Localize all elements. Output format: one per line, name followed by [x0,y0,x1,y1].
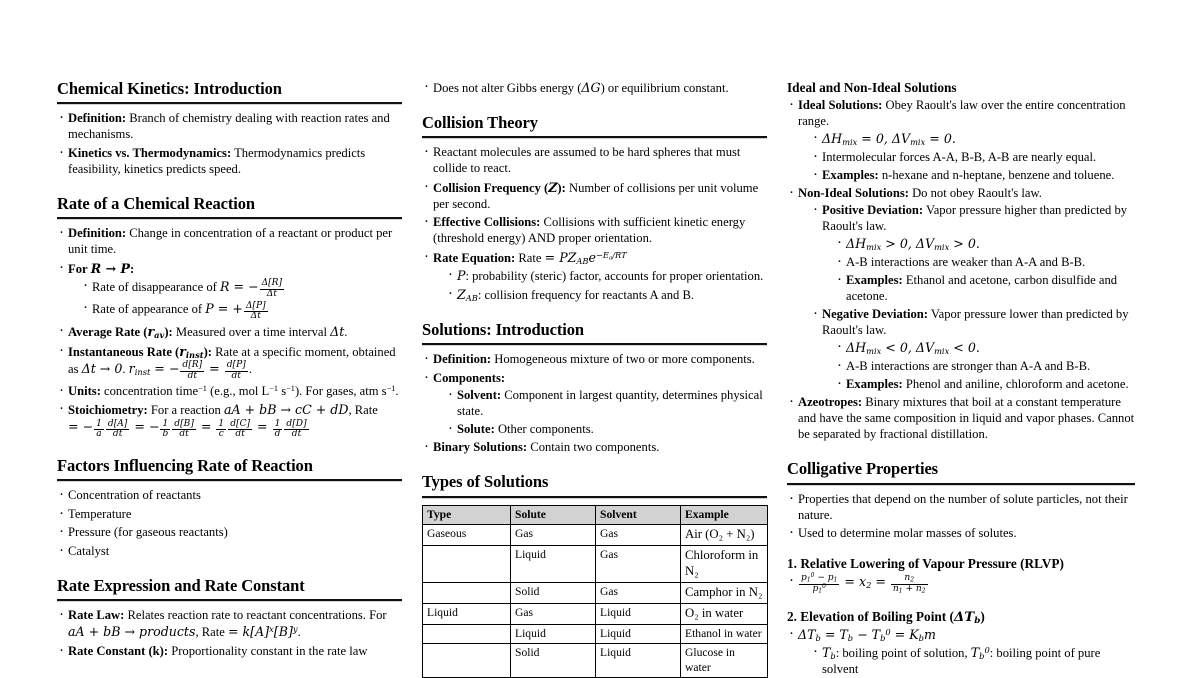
math-rlvp-formula: · $\frac{p_1^0 - p_1}{p_1^0}$ = $x_2$ = $\frac{n_2}{n_1 + n_2}$ [801,572,926,595]
subsection-heading-rlvp [787,556,1135,572]
cell-type [423,644,511,678]
item-text: : probability (steric) factor, accounts for proper orientation. [465,268,764,283]
cell-solute: Solid [511,644,596,678]
list-chemical-kinetics-introduction [57,111,402,177]
math-r-to-p: R → P [90,260,131,276]
list-rate-of-reaction [57,226,402,439]
item-period: . [297,625,301,640]
list-item [422,440,767,456]
list-item [57,111,402,143]
list-item [57,402,402,440]
math-rate-disappearance: R = − $\frac{\Delta[R]}{\Delta t}$ [219,278,283,299]
math-tb0-symbol: $T_b^0$ [970,645,990,662]
cell-solvent: Gas [596,525,681,546]
cell-solvent: Gas [596,546,681,583]
list-item [446,422,767,438]
cell-solute: Gas [511,525,596,546]
item-label: Negative Deviation: [822,307,928,321]
item-text: Does not alter Gibbs energy ( [433,81,582,95]
heading-rule [57,102,402,105]
item-text: Phenol and aniline, chloroform and acetone. [905,376,1129,391]
item-text: Obey Raoult's law over the entire concentration range. [798,97,1126,128]
section-heading-types-of-solutions: Types of Solutions [422,472,549,492]
math-rate-law-reaction: aA + bB → products [68,624,196,640]
sublist-negative-deviation [835,340,1135,393]
list-item [57,146,402,178]
list-item: · A-B interactions are stronger than A-A and B-B. [835,359,1135,375]
math-delta-g: ΔG [581,80,601,95]
item-text-2: ) or equilibrium constant. [600,81,729,95]
heading-rule [787,483,1135,486]
column-1 [57,79,402,658]
cell-example: O₂ in water [681,603,768,624]
cell-example: Camphor in N₂ [681,583,768,604]
item-text: Component in largest quantity, determines physical state. [457,387,763,418]
item-text: Do not obey Raoult's law. [912,186,1042,201]
sublist-ideal-properties [811,131,1135,184]
cell-type [423,546,511,583]
list-ideal-non-ideal [787,98,1135,444]
list-item [422,215,767,247]
subsection-title: Relative Lowering of Vapour Pressure (RLVP) [800,556,1064,572]
table-row [423,644,768,678]
types-of-solutions-table [422,505,768,678]
list-item [57,324,402,341]
list-item [787,98,1135,184]
section-heading-colligative-properties: Colligative Properties [787,459,938,479]
cell-solvent: Gas [596,583,681,604]
list-rate-expression [57,608,402,659]
math-p-symbol: P [457,267,466,283]
item-label: Definition: [433,352,492,367]
column-header-example: Example [681,505,768,524]
section-heading-collision-theory: Collision Theory [422,112,538,132]
item-label: Average Rate $(r_{av})$: [68,324,173,341]
list-item: · Reactant molecules are assumed to be hard spheres that must collide to react. [422,145,767,177]
item-label: Components: [433,370,506,385]
list-collision-theory [422,145,767,303]
item-label: Kinetics vs. Thermodynamics: [68,145,232,160]
item-label: Ideal Solutions: [798,97,883,112]
item-label: Positive Deviation: [822,203,924,218]
list-item [811,645,1135,678]
list-item [57,384,402,400]
table-row [423,583,768,604]
cell-solute: Liquid [511,546,596,583]
list-item [422,371,767,438]
math-ideal-mixing: $\Delta H_{mix} = 0$, $\Delta V_{mix} = 0$. [822,130,956,147]
item-text: Proportionality constant in the rate law [171,643,368,658]
list-item: · Pressure (for gaseous reactants) [57,525,402,541]
cell-example: Air (O₂ + N₂) [681,525,768,546]
list-item: · Used to determine molar masses of solutes. [787,526,1135,542]
item-text: : collision frequency for reactants A and B. [477,287,694,302]
section-heading-solutions-introduction: Solutions: Introduction [422,319,584,339]
list-item [787,627,1135,678]
math-positive-deviation: $\Delta H_{mix} > 0$, $\Delta V_{mix} > 0$. [846,236,980,253]
list-solutions-introduction [422,352,767,456]
item-text: Contain two components. [530,440,660,455]
item-text: Vapor pressure higher than predicted by Raoult's law. [822,203,1128,234]
cell-example: Chloroform in N₂ [681,546,768,583]
column-header-solvent: Solvent [596,505,681,524]
list-item: · Intermolecular forces A-A, B-B, A-B are nearly equal. [811,150,1135,166]
list-item [422,352,767,368]
table-row [423,624,768,643]
item-label: Rate Equation: [433,250,516,265]
item-label: Units: [68,383,101,398]
item-text: Binary mixtures that boil at a constant temperature and have the same composition in liquid and vapor phases. Cannot be separated by fractional distillation. [798,395,1135,442]
item-label: Azeotropes: [798,395,863,410]
item-label: Binary Solutions: [433,440,528,455]
cell-solvent: Liquid [596,624,681,643]
item-text: Rate of appearance of [92,302,203,317]
cell-solvent: Liquid [596,644,681,678]
section-heading-chemical-kinetics-introduction: Chemical Kinetics: Introduction [57,79,282,98]
list-item [57,226,402,258]
table-row [423,603,768,624]
item-label: Collision Frequency (Z): [433,179,566,195]
item-label: Definition: [68,111,127,126]
item-text: Ethanol and acetone, carbon disulfide and acetone. [846,273,1118,304]
item-text: n-hexane and n-heptane, benzene and toluene. [881,167,1115,182]
list-item [787,574,1135,595]
cell-solute: Solid [511,583,596,604]
list-item [446,268,767,285]
list-carryover-catalyst [422,80,767,97]
item-text: Branch of chemistry dealing with reaction rates and mechanisms. [68,111,390,142]
math-rate-appearance: P = + $\frac{\Delta[P]}{\Delta t}$ [205,300,266,322]
sublist-deviations [811,203,1135,393]
list-item [57,608,402,641]
math-stoich-reaction: aA + bB → cC + dD [224,402,349,418]
item-label: Instantaneous Rate $(r_{inst})$: [68,343,212,360]
item-text: For a reaction [150,403,221,418]
list-item [422,80,767,97]
column-3 [787,80,1135,677]
list-item [811,131,1135,148]
item-text: Vapor pressure lower than predicted by Raoult's law. [822,307,1129,337]
heading-rule [57,479,402,482]
list-item [57,261,402,322]
column-2 [422,80,767,674]
list-item [835,273,1135,305]
cell-type: Gaseous [423,525,511,546]
item-text: Rate at a specific moment, obtained as Δt → 0. $r_{inst}$ = − $\frac{d[R]}{dt}$ = $\frac{d[P]}{dt}$ . [68,344,396,381]
list-item [811,307,1135,393]
list-item [422,250,767,304]
cell-solute: Liquid [511,624,596,643]
subsection-heading-elevation-boiling-point: 2. Elevation of Boiling Point $(\Delta T_b)$ [787,608,985,626]
list-item [57,644,402,660]
list-item: · Concentration of reactants [57,488,402,504]
heading-rule [422,136,767,139]
list-item [57,344,402,382]
list-item [446,388,767,420]
item-label: Effective Collisions: [433,215,541,230]
item-label: Examples: [822,167,879,182]
list-item [446,287,767,304]
list-rlvp [787,574,1135,595]
item-label: Solvent: [457,387,502,402]
item-label: Non-Ideal Solutions: [798,186,909,201]
cell-type [423,624,511,643]
list-item [811,203,1135,305]
list-item: · Catalyst [57,544,402,560]
item-label: Solute: [457,421,495,436]
list-item [835,340,1135,357]
list-elevation-boiling-point [787,627,1135,678]
list-item [835,236,1135,253]
list-item: · Properties that depend on the number of solute particles, not their nature. [787,492,1135,524]
sublist-rates [81,279,402,322]
math-tb-symbol: $T_b$ [822,645,836,662]
list-item [787,395,1135,443]
cell-solute: Gas [511,603,596,624]
item-text: Rate [518,250,542,265]
item-label: Rate Constant (k): [68,643,169,658]
item-text-2: , Rate [195,625,225,640]
section-heading-rate-expression: Rate Expression and Rate Constant [57,575,305,595]
item-text: concentration time$^{-1}$ (e.g., mol $L^{-1}$ $s^{-1}$). For gases, atm $s^{-1}$. [104,383,399,398]
item-text: Rate of disappearance of [92,279,217,294]
section-heading-factors-influencing-rate: Factors Influencing Rate of Reaction [57,455,313,475]
sublist-components [446,388,767,438]
item-text: Change in concentration of a reactant or product per unit time. [68,226,393,257]
math-zab-symbol: $Z_{AB}$ [457,286,478,303]
item-text: Relates reaction rate to reactant concentrations. For [127,608,387,623]
list-factors [57,488,402,559]
list-item: · A-B interactions are weaker than A-A and B-B. [835,255,1135,271]
item-label: Examples: [846,273,903,288]
math-ebp-formula: $\Delta T_b = T_b - T_b^0 = K_bm$ [798,627,936,644]
item-label: Rate Law: [68,608,125,623]
sublist-ebp-terms [811,645,1135,678]
cell-type [423,583,511,604]
item-label: For [68,261,88,276]
heading-rule [422,343,767,346]
list-item [422,180,767,213]
column-header-solute: Solute [511,505,596,524]
subsection-number: 1. [787,556,797,572]
item-label: Definition: [68,226,127,241]
item-text: Number of collisions per unit volume per second. [433,180,759,211]
sublist-positive-deviation [835,236,1135,305]
item-text-2: : boiling point of pure solvent [822,646,1101,677]
subsection-number: 2. [787,608,797,624]
list-item: · Temperature [57,507,402,523]
section-heading-ideal-and-non-ideal-solutions: Ideal and Non-Ideal Solutions [787,80,957,95]
table-row [423,525,768,546]
item-text: : boiling point of solution, [835,646,968,661]
heading-rule [57,599,402,602]
cell-example: Glucose in water [681,644,768,678]
heading-rule [57,217,402,220]
item-text: Collisions with sufficient kinetic energy (threshold energy) AND proper orientation. [433,215,746,246]
item-text: Measured over a time interval Δt. [175,324,348,340]
list-colligative-intro [787,492,1135,542]
section-heading-rate-of-a-chemical-reaction: Rate of a Chemical Reaction [57,193,255,213]
cell-solvent: Liquid [596,603,681,624]
math-rate-equation: = $PZ_{AB}e^{-E_a/RT}$ [544,249,627,266]
column-header-type: Type [423,505,511,524]
item-text: Other components. [497,421,594,436]
table-header-row [423,505,768,524]
item-text-2: , Rate [348,403,378,418]
list-item [81,301,402,322]
math-negative-deviation: $\Delta H_{mix} < 0$, $\Delta V_{mix} < 0$. [846,339,980,357]
sublist-rate-equation-terms [446,268,767,304]
list-item [81,279,402,300]
list-item [835,377,1135,393]
item-label: Stoichiometry: [68,403,148,418]
cell-type: Liquid [423,603,511,624]
cell-example: Ethanol in water [681,624,768,643]
item-text: Homogeneous mixture of two or more components. [494,352,755,367]
item-text: Thermodynamics predicts feasibility, kinetics predicts speed. [68,145,366,176]
list-item [811,168,1135,184]
table-row [423,546,768,583]
item-label: Examples: [846,376,903,391]
heading-rule [422,496,767,499]
math-stoich-rate: = − $\frac{1}{a}$ $\frac{d[A]}{dt}$ = − $\frac{1}{b}$ $\frac{d[B]}{dt}$ = $\frac{1}{c}$ $\frac{d[C]}{dt}$ = $\frac{1}{d}$ $\frac{d[D]}{dt}$ [68,418,307,440]
math-rate-law: = $k[A]^x[B]^y$ [228,624,298,640]
list-item [787,186,1135,393]
three-column-layout [57,79,1135,677]
for-colon: : [130,261,135,276]
